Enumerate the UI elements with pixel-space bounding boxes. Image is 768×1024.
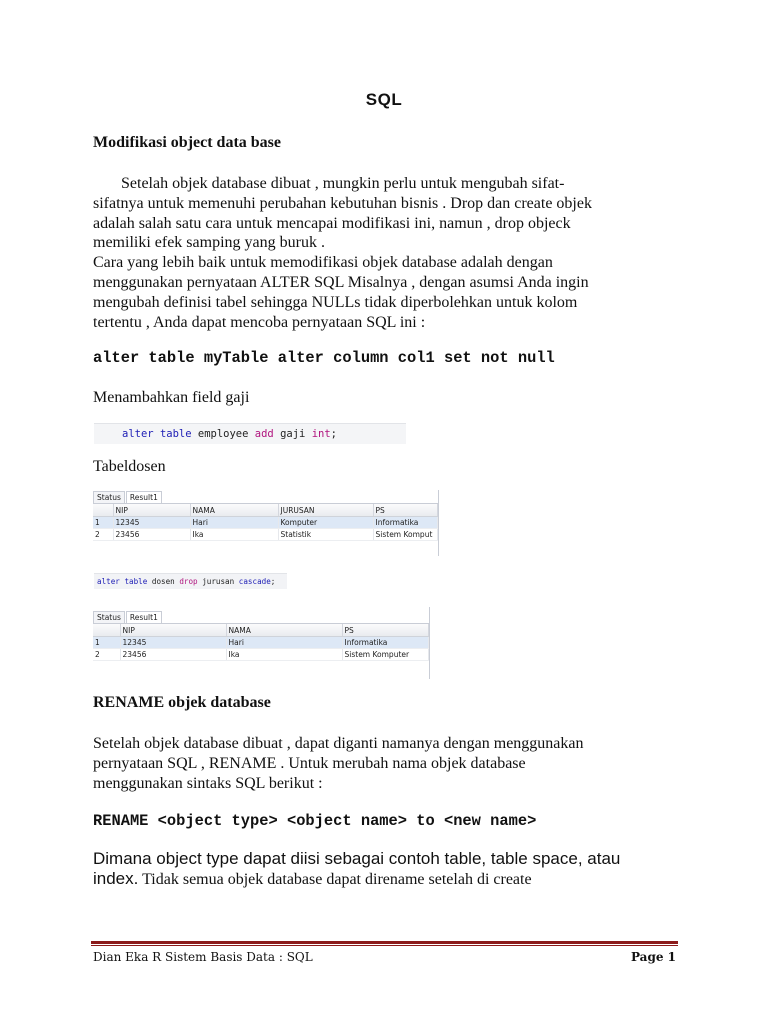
paragraph-intro: [93, 174, 683, 332]
result-tabs: [93, 490, 438, 504]
paragraph-line: Cara yang lebih baik untuk memodifikasi objek database adalah dengan: [93, 254, 553, 272]
paragraph-line: menggunakan pernyataan ALTER SQL Misalnya , dengan asumsi Anda ingin: [93, 273, 589, 291]
paragraph-line: adalah salah satu cara untuk mencapai modifikasi ini, namun , drop objeck: [93, 214, 571, 232]
code-screenshot-add-column: [94, 423, 406, 444]
table-cell: Statistik: [278, 529, 373, 541]
column-header[interactable]: NIP: [120, 624, 226, 637]
footer-left-text: Dian Eka R Sistem Basis Data : SQL: [93, 950, 313, 964]
column-header[interactable]: [93, 504, 113, 517]
table-row[interactable]: [93, 529, 438, 541]
code-identifier: jurusan: [202, 577, 235, 586]
tab-status[interactable]: Status: [93, 611, 125, 623]
result-tabs: [93, 607, 429, 624]
section-heading-rename: RENAME objek database: [93, 694, 271, 711]
column-header[interactable]: NAMA: [226, 624, 342, 637]
code-identifier: dosen: [151, 577, 175, 586]
footer-divider-thin: [91, 945, 678, 946]
code-terminator: ;: [330, 428, 337, 440]
row-number: 1: [93, 517, 113, 529]
table-cell: 12345: [120, 637, 226, 649]
table-row[interactable]: [93, 649, 429, 661]
paragraph-line: Setelah objek database dibuat , dapat diganti namanya dengan menggunakan: [93, 735, 584, 752]
table-cell: Informatika: [342, 637, 429, 649]
note-line: Dimana object type dapat diisi sebagai contoh table, table space, atau: [93, 849, 621, 868]
label-tabeldosen: Tabeldosen: [93, 458, 166, 475]
code-terminator: ;: [270, 577, 276, 586]
note-object-type: [93, 849, 693, 890]
document-title: SQL: [365, 90, 403, 109]
table-cell: Sistem Komputer: [342, 649, 429, 661]
note-serif-text: Tidak semua objek database dapat direname setelah di create: [138, 871, 532, 888]
code-keyword: table: [124, 577, 148, 586]
table-cell: Komputer: [278, 517, 373, 529]
result-table: [93, 504, 438, 541]
tab-result1[interactable]: Result1: [126, 491, 162, 503]
column-header[interactable]: NIP: [113, 504, 190, 517]
code-screenshot-drop-column: [94, 573, 287, 589]
table-cell: Hari: [226, 637, 342, 649]
code-type: int: [311, 428, 331, 440]
column-header[interactable]: [93, 624, 120, 637]
code-keyword: drop: [179, 577, 198, 586]
label-add-field: Menambahkan field gaji: [93, 389, 250, 406]
table-cell: Ika: [226, 649, 342, 661]
tab-result1[interactable]: Result1: [126, 611, 162, 623]
table-cell: Sistem Komput: [373, 529, 438, 541]
table-cell: 23456: [120, 649, 226, 661]
paragraph-line: mengubah definisi tabel sehingga NULLs tidak diperbolehkan untuk kolom: [93, 293, 578, 311]
footer-divider: [91, 941, 678, 944]
paragraph-line: menggunakan sintaks SQL berikut :: [93, 774, 323, 792]
code-rename-syntax: RENAME <object type> <object name> to <new name>: [93, 812, 537, 830]
paragraph-line: tertentu , Anda dapat mencoba pernyataan SQL ini :: [93, 313, 426, 331]
code-keyword: cascade: [238, 577, 271, 586]
paragraph-line: pernyataan SQL , RENAME . Untuk merubah nama objek database: [93, 754, 526, 772]
code-keyword: table: [159, 428, 192, 440]
footer-page-number: Page 1: [630, 950, 676, 964]
table-cell: Ika: [190, 529, 278, 541]
code-keyword: add: [254, 428, 274, 440]
paragraph-line: Setelah objek database dibuat , mungkin perlu untuk mengubah sifat-: [121, 175, 565, 192]
row-number: 1: [93, 637, 120, 649]
note-index: index.: [93, 869, 139, 888]
table-row[interactable]: [93, 517, 438, 529]
column-header[interactable]: NAMA: [190, 504, 278, 517]
table-cell: Hari: [190, 517, 278, 529]
code-identifier: gaji: [280, 428, 306, 440]
paragraph-rename: [93, 734, 683, 793]
table-cell: 23456: [113, 529, 190, 541]
section-heading-modifikasi: Modifikasi object data base: [93, 134, 281, 151]
code-keyword: alter: [97, 577, 120, 586]
paragraph-line: sifatnya untuk memenuhi perubahan kebutuhan bisnis . Drop dan create objek: [93, 194, 592, 212]
row-number: 2: [93, 529, 113, 541]
code-alter-column: alter table myTable alter column col1 set not null: [93, 349, 555, 367]
result-grid-dosen-after-drop: [93, 607, 430, 679]
code-keyword: alter: [122, 428, 154, 440]
column-header[interactable]: PS: [342, 624, 429, 637]
row-number: 2: [93, 649, 120, 661]
result-grid-dosen: [93, 490, 439, 556]
column-header[interactable]: JURUSAN: [278, 504, 373, 517]
table-cell: 12345: [113, 517, 190, 529]
paragraph-line: memiliki efek samping yang buruk .: [93, 234, 325, 252]
result-table: [93, 624, 429, 661]
column-header[interactable]: PS: [373, 504, 438, 517]
tab-status[interactable]: Status: [93, 491, 125, 503]
table-cell: Informatika: [373, 517, 438, 529]
table-row[interactable]: [93, 637, 429, 649]
note-line: [93, 869, 693, 890]
code-identifier: employee: [197, 428, 249, 440]
